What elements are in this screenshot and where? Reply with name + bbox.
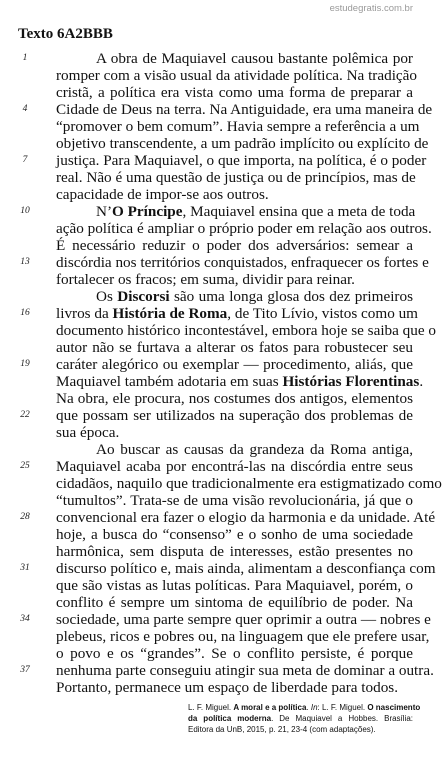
text-line: [56, 152, 427, 169]
text-segment: documento histórico incontestável, embora hoje se saiba que o: [56, 322, 436, 339]
text-line: [56, 271, 413, 288]
text-segment: hoje, a busca do “consenso” e o sonho de uma sociedade: [56, 526, 413, 543]
reference-line-2: [188, 713, 413, 724]
text-line: [56, 577, 413, 594]
text-segment: .: [419, 373, 424, 390]
text-segment: Maquiavel acaba por encontrá-las na discórdia entre seus: [56, 458, 413, 475]
line-number: 13: [20, 257, 30, 267]
work-title: História de Roma: [112, 305, 228, 322]
text-segment: são uma longa glosa dos dez primeiros: [169, 288, 413, 305]
text-line: [56, 220, 432, 237]
text-line: [56, 254, 429, 271]
work-title: Discorsi: [117, 288, 170, 305]
line-number: 19: [20, 359, 30, 369]
text-segment: discurso político e, mais ainda, alimentam a desconfiança com: [56, 560, 436, 577]
text-segment: romper com a visão usual da atividade política. Na tradição: [56, 67, 417, 84]
text-line: [96, 50, 413, 67]
text-line: [56, 594, 413, 611]
text-segment: que são vistas as lutas políticas. Para Maquiavel, porém, o: [56, 577, 413, 594]
text-segment: Portanto, permanece um espaço de liberdade para todos.: [56, 679, 399, 696]
reference-subtitle: . De Maquiavel a Hobbes. Brasília:: [271, 714, 413, 723]
text-segment: ação política é ampliar o próprio poder em relação aos outros.: [56, 220, 432, 237]
reference-line-1: [188, 702, 421, 713]
text-line: [56, 628, 430, 645]
line-number: 4: [22, 104, 28, 114]
text-segment: Cidade de Deus na terra. Na Antiguidade, era uma maneira de: [56, 101, 433, 118]
line-number: 28: [20, 512, 30, 522]
reference-author: L. F. Miguel.: [188, 703, 234, 712]
text-segment: “tumultos”. Trata-se de uma visão revolucionária, já que o: [56, 492, 413, 509]
text-line: [56, 322, 436, 339]
text-line: [56, 186, 413, 203]
text-segment: “promover o bem comum”. Havia sempre a referência a um: [56, 118, 420, 135]
text-segment: Maquiavel também adotaria em suas: [56, 373, 283, 390]
text-segment: sociedade, uma parte sempre quer oprimir a outra — nobres e: [56, 611, 431, 628]
text-line: [96, 441, 413, 458]
text-line: [56, 407, 413, 424]
line-number: 10: [20, 206, 30, 216]
text-line: [56, 373, 424, 390]
text-line: [56, 118, 420, 135]
text-line: [96, 203, 416, 220]
text-segment: plebeus, ricos e pobres ou, na linguagem que ele prefere usar,: [56, 628, 430, 645]
text-line: [56, 492, 413, 509]
text-segment: que possam ser utilizados na superação dos problemas de: [56, 407, 413, 424]
text-line: [56, 424, 413, 441]
text-segment: capacidade de impor-se aos outros.: [56, 186, 269, 203]
text-line: [56, 237, 413, 254]
text-segment: convencional era fazer o elogio da harmonia e da unidade. Até: [56, 509, 436, 526]
line-number: 7: [22, 155, 28, 165]
text-line: [56, 526, 413, 543]
text-line: [96, 288, 413, 305]
line-number: 22: [20, 410, 30, 420]
text-segment: o povo e os “grandes”. Se o conflito persiste, é porque: [56, 645, 413, 662]
line-number: 25: [20, 461, 30, 471]
reference-book-title-a: O nascimento: [367, 703, 421, 712]
text-segment: A obra de Maquiavel causou bastante polêmica por: [96, 50, 413, 67]
text-title: Texto 6A2BBB: [18, 26, 113, 42]
text-segment: caráter alegórico ou exemplar — procedimento, aliás, que: [56, 356, 413, 373]
reference-punct: .: [306, 703, 311, 712]
text-line: [56, 390, 413, 407]
text-segment: fortalecer os fracos; em suma, dividir para reinar.: [56, 271, 355, 288]
text-line: [56, 560, 436, 577]
line-number: 1: [22, 53, 28, 63]
site-watermark: estudegratis.com.br: [329, 3, 413, 14]
text-line: [56, 169, 416, 186]
reference-in: In: [310, 703, 318, 712]
text-line: [56, 543, 413, 560]
text-line: [56, 305, 418, 322]
text-line: [56, 84, 413, 101]
text-segment: cidadãos, naquilo que tradicionalmente era estigmatizado como: [56, 475, 442, 492]
text-line: [56, 679, 413, 696]
text-segment: livros da: [56, 305, 113, 322]
text-segment: harmônica, sem disputa de interesses, estão presentes no: [56, 543, 413, 560]
text-segment: N’: [96, 203, 113, 220]
text-segment: justiça. Para Maquiavel, o que importa, na política, é o poder: [56, 152, 427, 169]
text-segment: nenhuma parte conseguiu atingir sua meta de dominar a outra.: [56, 662, 434, 679]
text-line: [56, 135, 429, 152]
text-line: [56, 339, 413, 356]
text-segment: , de Tito Lívio, vistos como um: [227, 305, 418, 322]
reference-editor: : L. F. Miguel.: [317, 703, 368, 712]
text-segment: É necessário reduzir o poder dos adversários: semear a: [56, 237, 413, 254]
text-line: [56, 458, 413, 475]
text-line: [56, 101, 433, 118]
line-number: 16: [20, 308, 30, 318]
text-segment: Ao buscar as causas da grandeza da Roma antiga,: [96, 441, 413, 458]
text-segment: objetivo transcendente, a um padrão implícito ou explícito de: [56, 135, 429, 152]
text-segment: cristã, a política era vista como uma forma de preparar a: [56, 84, 413, 101]
text-segment: Na obra, ele procura, nos costumes dos antigos, elementos: [56, 390, 413, 407]
text-segment: real. Não é uma questão de justiça ou de princípios, mas de: [56, 169, 416, 186]
work-title: O Príncipe: [112, 203, 183, 220]
text-segment: sua época.: [56, 424, 120, 441]
text-segment: Os: [96, 288, 118, 305]
text-line: [56, 645, 413, 662]
text-line: [56, 356, 413, 373]
work-title: Histórias Florentinas: [282, 373, 420, 390]
text-segment: conflito é sempre um sintoma de equilíbrio de poder. Na: [56, 594, 413, 611]
line-number: 34: [20, 614, 30, 624]
reference-line-3: Editora da UnB, 2015, p. 21, 23-4 (com adaptações).: [188, 725, 376, 734]
text-segment: autor não se furtava a alterar os fatos para robustecer seu: [56, 339, 413, 356]
reference-chapter-title: A moral e a política: [233, 703, 307, 712]
text-line: [56, 662, 434, 679]
text-line: [56, 67, 417, 84]
text-line: [56, 509, 436, 526]
text-line: [56, 611, 431, 628]
line-number: 37: [20, 665, 30, 675]
text-segment: , Maquiavel ensina que a meta de toda: [182, 203, 416, 220]
reference-book-title-b: da política moderna: [188, 714, 272, 723]
bibliographic-reference: [188, 702, 421, 735]
text-segment: discórdia nos territórios conquistados, enfraquecer os fortes e: [56, 254, 429, 271]
text-line: [56, 475, 442, 492]
line-number: 31: [20, 563, 30, 573]
